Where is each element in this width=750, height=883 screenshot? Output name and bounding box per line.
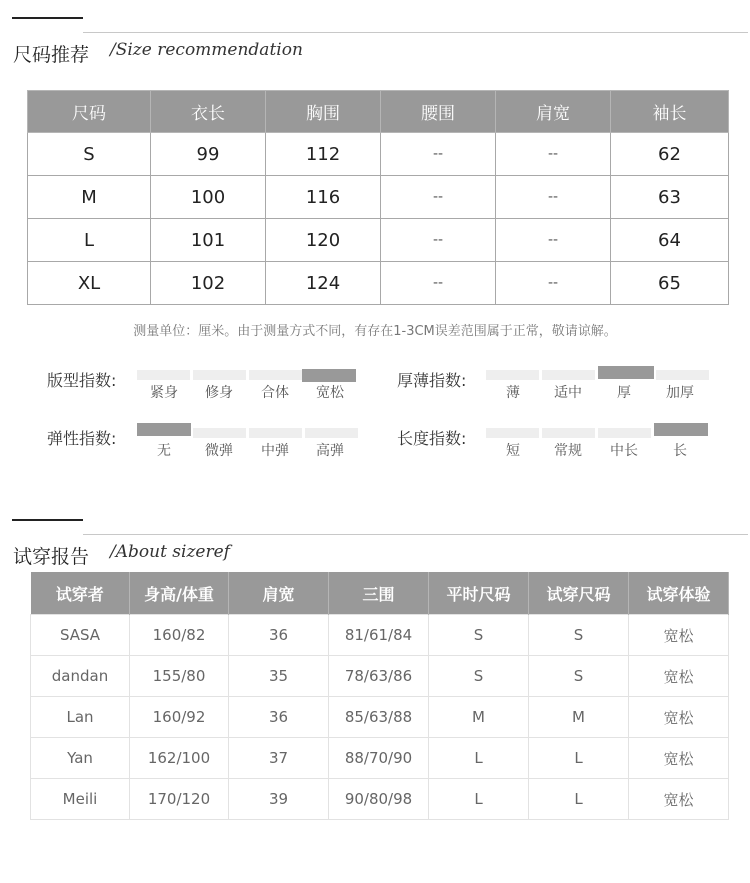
elasticity-index-segment-selected [137, 423, 191, 436]
table-cell: 162/100 [130, 738, 229, 779]
thickness-index-segment [656, 370, 709, 380]
thickness-index-label: 厚薄指数: [397, 371, 467, 390]
fit-index-segment [249, 370, 302, 380]
length-option: 短 [506, 443, 520, 459]
tryon-table-header: 肩宽 [229, 572, 329, 615]
fit-option: 修身 [205, 385, 233, 401]
length-index-segment-selected [654, 423, 708, 436]
table-cell: 36 [229, 697, 329, 738]
thickness-index-segment-selected [598, 366, 654, 379]
section-divider-accent [12, 519, 83, 521]
table-cell: L [429, 738, 529, 779]
table-cell: 90/80/98 [329, 779, 429, 820]
table-cell: L [529, 779, 629, 820]
elasticity-index-segment [249, 428, 302, 438]
size-recommendation-title: 尺码推荐 [13, 44, 90, 66]
table-cell: -- [496, 262, 611, 305]
table-cell: 120 [266, 219, 381, 262]
length-option: 长 [673, 443, 687, 459]
table-cell: 宽松 [629, 779, 729, 820]
length-index-label: 长度指数: [397, 429, 467, 448]
elasticity-option: 高弹 [316, 443, 344, 459]
table-row [28, 176, 729, 219]
elasticity-index-segment [193, 428, 246, 438]
table-cell: S [529, 656, 629, 697]
table-cell: S [529, 615, 629, 656]
table-cell: M [529, 697, 629, 738]
table-cell: 宽松 [629, 738, 729, 779]
elasticity-option: 无 [157, 443, 171, 459]
table-cell: L [529, 738, 629, 779]
table-cell: 65 [611, 262, 729, 305]
size-table-header: 袖长 [611, 91, 729, 133]
thickness-option: 厚 [617, 385, 631, 401]
table-cell: -- [496, 133, 611, 176]
table-cell: 39 [229, 779, 329, 820]
tryon-table-header: 三围 [329, 572, 429, 615]
tryon-table [30, 572, 729, 820]
table-cell: 宽松 [629, 656, 729, 697]
table-cell: S [429, 615, 529, 656]
table-cell: 102 [151, 262, 266, 305]
table-row [31, 615, 729, 656]
size-table-header: 胸围 [266, 91, 381, 133]
elasticity-option: 微弹 [205, 443, 233, 459]
table-cell: S [429, 656, 529, 697]
size-table-header: 尺码 [28, 91, 151, 133]
tryon-table-header-row [31, 572, 729, 615]
section-divider-accent [12, 17, 83, 19]
table-row [28, 133, 729, 176]
table-cell: -- [496, 176, 611, 219]
tryon-table-header: 试穿体验 [629, 572, 729, 615]
size-table-header: 腰围 [381, 91, 496, 133]
table-cell: 170/120 [130, 779, 229, 820]
size-table-header: 衣长 [151, 91, 266, 133]
table-cell: 100 [151, 176, 266, 219]
table-cell: Meili [31, 779, 130, 820]
table-cell: 88/70/90 [329, 738, 429, 779]
fit-option: 紧身 [150, 385, 178, 401]
table-cell: 81/61/84 [329, 615, 429, 656]
table-cell: 62 [611, 133, 729, 176]
table-cell: 160/92 [130, 697, 229, 738]
length-index-segment [598, 428, 651, 438]
tryon-table-header: 身高/体重 [130, 572, 229, 615]
table-cell: -- [496, 219, 611, 262]
length-option: 常规 [554, 443, 582, 459]
fit-index-segment-selected [302, 369, 356, 382]
thickness-option: 薄 [506, 385, 520, 401]
thickness-index-segment [542, 370, 595, 380]
fit-index-label: 版型指数: [47, 371, 117, 390]
table-cell: 36 [229, 615, 329, 656]
tryon-table-header: 试穿者 [31, 572, 130, 615]
table-cell: SASA [31, 615, 130, 656]
thickness-index-segment [486, 370, 539, 380]
table-cell: 78/63/86 [329, 656, 429, 697]
size-table-header: 肩宽 [496, 91, 611, 133]
table-cell: -- [381, 176, 496, 219]
elasticity-index-label: 弹性指数: [47, 429, 117, 448]
length-option: 中长 [610, 443, 638, 459]
table-cell: dandan [31, 656, 130, 697]
size-table [27, 90, 729, 305]
section-divider [83, 32, 748, 33]
table-cell: Yan [31, 738, 130, 779]
tryon-report-subtitle: /About sizeref [110, 542, 230, 562]
table-cell: -- [381, 133, 496, 176]
table-cell: 101 [151, 219, 266, 262]
table-cell: 124 [266, 262, 381, 305]
table-cell: 112 [266, 133, 381, 176]
tryon-report-title: 试穿报告 [13, 546, 90, 568]
table-cell: M [429, 697, 529, 738]
table-row [31, 779, 729, 820]
size-table-header-row [28, 91, 729, 133]
table-cell: L [28, 219, 151, 262]
table-row [31, 738, 729, 779]
table-cell: XL [28, 262, 151, 305]
table-row [28, 262, 729, 305]
table-cell: 63 [611, 176, 729, 219]
thickness-option: 适中 [554, 385, 582, 401]
table-cell: S [28, 133, 151, 176]
table-row [31, 697, 729, 738]
elasticity-index-segment [305, 428, 358, 438]
table-cell: 宽松 [629, 615, 729, 656]
table-cell: 37 [229, 738, 329, 779]
table-cell: -- [381, 262, 496, 305]
length-index-segment [542, 428, 595, 438]
table-row [28, 219, 729, 262]
table-cell: -- [381, 219, 496, 262]
table-row [31, 656, 729, 697]
fit-index-segment [193, 370, 246, 380]
table-cell: 155/80 [130, 656, 229, 697]
table-cell: 85/63/88 [329, 697, 429, 738]
table-cell: Lan [31, 697, 130, 738]
tryon-table-header: 平时尺码 [429, 572, 529, 615]
table-cell: L [429, 779, 529, 820]
thickness-option: 加厚 [666, 385, 694, 401]
table-cell: 35 [229, 656, 329, 697]
elasticity-option: 中弹 [261, 443, 289, 459]
length-index-segment [486, 428, 539, 438]
fit-option: 合体 [261, 385, 289, 401]
table-cell: 116 [266, 176, 381, 219]
tryon-table-header: 试穿尺码 [529, 572, 629, 615]
measurement-note: 测量单位：厘米。由于测量方式不同，有存在1-3CM误差范围属于正常，敬请谅解。 [133, 324, 617, 339]
fit-index-segment [137, 370, 190, 380]
table-cell: 64 [611, 219, 729, 262]
section-divider [83, 534, 748, 535]
fit-option: 宽松 [316, 385, 344, 401]
table-cell: 99 [151, 133, 266, 176]
table-cell: 宽松 [629, 697, 729, 738]
table-cell: M [28, 176, 151, 219]
table-cell: 160/82 [130, 615, 229, 656]
size-recommendation-subtitle: /Size recommendation [110, 40, 303, 60]
